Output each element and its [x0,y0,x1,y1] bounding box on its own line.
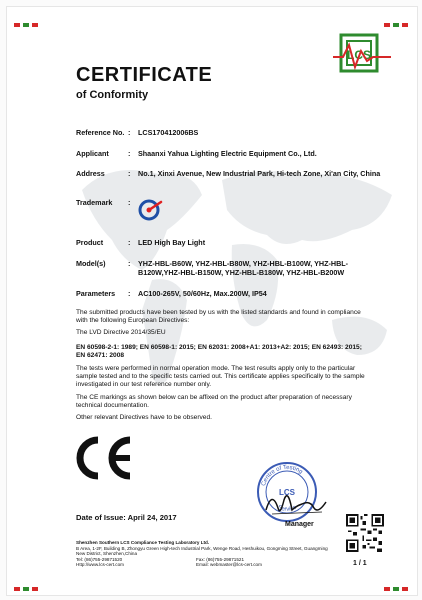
page-subtitle: of Conformity [76,89,149,101]
field-reference-no: Reference No. : LCS170412006BS [76,128,383,137]
field-label: Reference No. [76,128,125,137]
page-number: 1 / 1 [353,560,367,567]
lab-footer [76,540,331,568]
lab-name: Shenzhen Southern LCS Compliance Testing Laboratory Ltd. [76,540,210,545]
corner-decoration-top-left [14,14,41,18]
ce-mark [72,432,136,484]
svg-text:LCS: LCS [279,488,295,497]
field-parameters: Parameters : AC100-265V, 50/60Hz, Max.200W, IP54 [76,289,383,298]
lab-address: B Area, 1-2F, Building B, Zhongyu Green High-tech Industrial Park, Wenge Road, Heshuikou, Gongming Street, Guangming New District, Shenzhen,China [76,545,328,557]
field-value: Shaanxi Yahua Lighting Electric Equipment Co., Ltd. [138,149,317,158]
field-applicant: Applicant : Shaanxi Yahua Lighting Electric Equipment Co., Ltd. [76,149,383,158]
field-models: Model(s) : YHZ-HBL-B60W, YHZ-HBL-B80W, YHZ-HBL-B100W, YHZ-HBL-B120W,YHZ-HBL-B150W, YHZ-HBL-B180W, YHZ-HBL-B200W [76,259,383,277]
field-label: Address [76,169,105,178]
field-label: Product [76,238,104,247]
page-title: CERTIFICATE [76,64,213,86]
logo-text: LCS [347,48,371,62]
lcs-logo [333,31,393,79]
lab-tel: Tel: (86)755-29871520 [76,556,123,562]
field-value: No.1, Xinxi Avenue, New Industrial Park, Hi-tech Zone, Xi'an City, China [138,169,381,178]
field-label: Model(s) [76,259,106,268]
lab-fax: Fax: (86)755-29871521 [196,556,245,562]
field-value: AC100-265V, 50/60Hz, Max.200W, IP54 [138,289,267,298]
lab-website[interactable]: Http://www.lcs-cert.com [76,562,124,568]
compliance-paragraph: The submitted products have been tested by us with the listed standards and found in compliance with the following European Directives: [76,309,361,325]
issue-date: Date of Issue: April 24, 2017 [76,513,177,522]
field-address: Address : No.1, Xinxi Avenue, New Industrial Park, Hi-tech Zone, Xi'an City, China [76,169,383,178]
field-value: LCS170412006BS [138,128,199,137]
field-label: Trademark [76,198,113,207]
seal-bottom-text: Service [276,504,298,513]
ce-marking-paragraph: The CE markings as shown below can be affixed on the product after preparation of necessary technical documentation. [76,394,352,410]
trademark-logo [137,199,165,221]
qr-code [346,514,384,552]
corner-decoration-bottom-left [14,578,41,582]
manager-signature [262,486,332,520]
manager-label: Manager [285,521,314,528]
field-product: Product : LED High Bay Light [76,238,383,247]
other-directives-note: Other relevant Directives have to be observed. [76,414,212,421]
standards-list: EN 60598-2-1: 1989; EN 60598-1: 2015; EN 62031: 2008+A1: 2013+A2: 2015; EN 62493: 2015; EN 62471: 2008 [76,344,362,360]
field-label: Parameters [76,289,116,298]
directive-title: The LVD Directive 2014/35/EU [76,329,166,336]
test-conditions-paragraph: The tests were performed in normal operation mode. The test results apply only to the particular sample tested and to the specific tests carried out. This certificate applies specifically to the sample investigated in our test reference number only. [76,365,365,389]
field-value: LED High Bay Light [138,238,206,247]
seal-top-text: Centre of Testing [260,464,304,487]
svg-text:Centre of Testing [261,465,304,487]
field-value: YHZ-HBL-B60W, YHZ-HBL-B80W, YHZ-HBL-B100W, YHZ-HBL-B120W,YHZ-HBL-B150W, YHZ-HBL-B180W, YHZ-HBL-B200W [138,259,349,277]
lab-email[interactable]: Email: webmaster@lcs-cert.com [196,562,262,568]
corner-decoration-top-right [384,14,411,18]
field-label: Applicant [76,149,109,158]
field-trademark: Trademark : [76,198,131,207]
corner-decoration-bottom-right [384,578,411,582]
